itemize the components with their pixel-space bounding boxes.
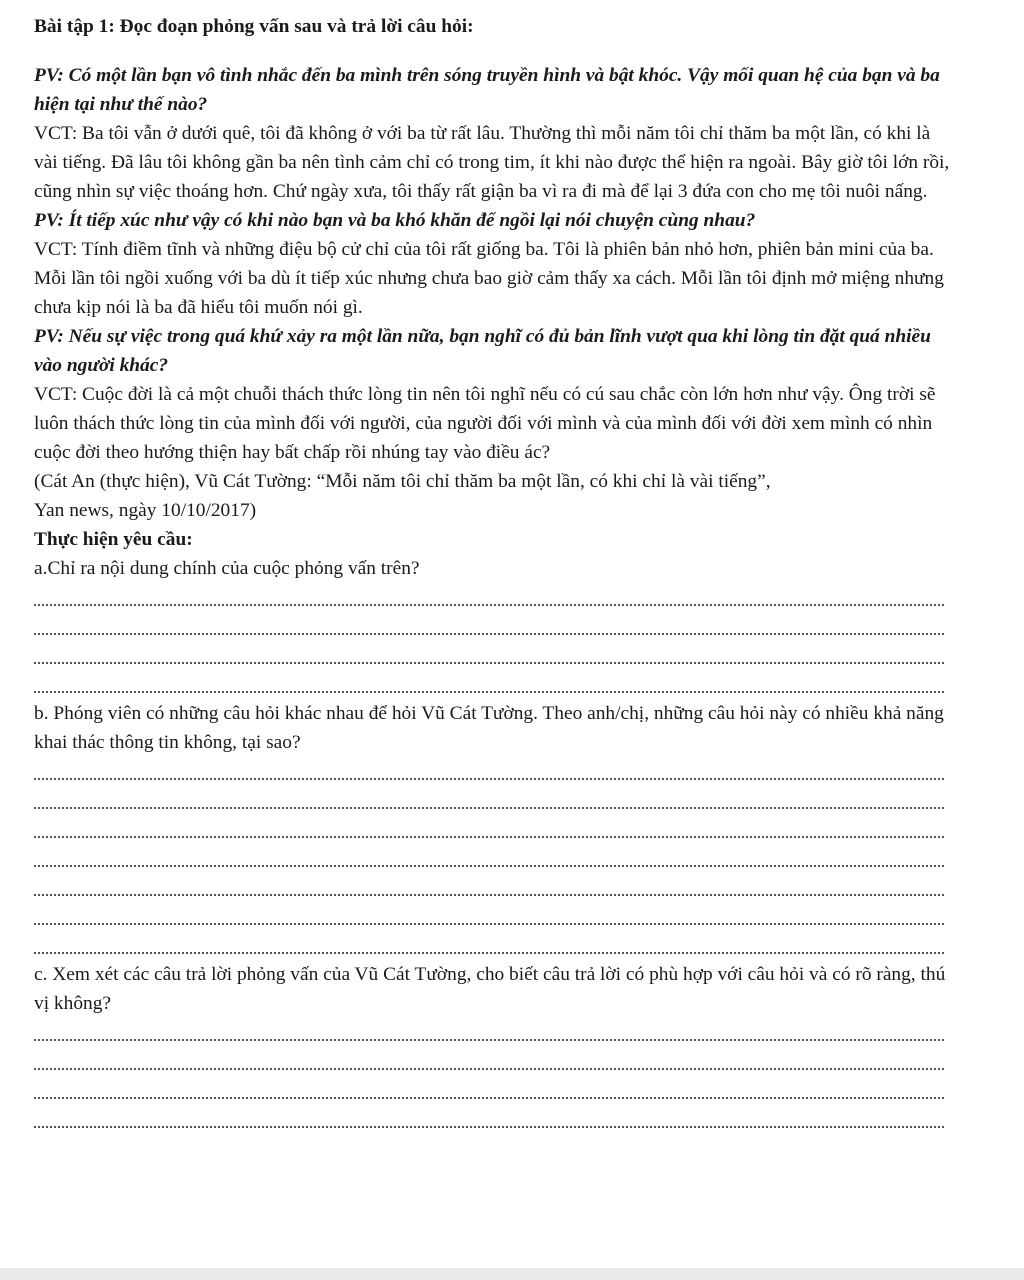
answer-line xyxy=(34,873,954,902)
question-c: c. Xem xét các câu trả lời phỏng vấn của Vũ Cát Tường, cho biết câu trả lời có phù hợp với câu hỏi và có rõ ràng, thú vị không? xyxy=(34,964,946,1014)
viewer-bottom-bar xyxy=(0,1268,1024,1280)
question-a: a.Chỉ ra nội dung chính của cuộc phỏng vấn trên? xyxy=(34,558,420,579)
answer-line xyxy=(34,1018,954,1047)
answer-line xyxy=(34,815,954,844)
answer-line xyxy=(34,757,954,786)
requirements-heading: Thực hiện yêu cầu: xyxy=(34,529,193,550)
answer-line xyxy=(34,612,954,641)
exercise-title: Bài tập 1: Đọc đoạn phỏng vấn sau và trả lời câu hỏi: xyxy=(34,16,474,37)
interview-question: PV: Nếu sự việc trong quá khứ xảy ra một lần nữa, bạn nghĩ có đủ bản lĩnh vượt qua khi lòng tin đặt quá nhiều vào người khác? xyxy=(34,326,931,376)
interview-answer: VCT: Cuộc đời là cả một chuỗi thách thức lòng tin nên tôi nghĩ nếu có cú sau chắc còn lớn hơn như vậy. Ông trời sẽ luôn thách thức lòng tin của mình đối với người, của người đối với mình và của mình đối với đời xem mình có nhìn cuộc đời theo hướng thiện hay bất chấp rồi nhúng tay vào điều ác? xyxy=(34,384,936,463)
source-citation-line2: Yan news, ngày 10/10/2017) xyxy=(34,500,257,521)
interview-question: PV: Có một lần bạn vô tình nhắc đến ba mình trên sóng truyền hình và bật khóc. Vậy mối quan hệ của bạn và ba hiện tại như thế nào? xyxy=(34,65,940,115)
interview-answer: VCT: Ba tôi vẫn ở dưới quê, tôi đã không ở với ba từ rất lâu. Thường thì mỗi năm tôi chỉ thăm ba một lần, có khi là vài tiếng. Đã lâu tôi không gần ba nên tình cảm chỉ có trong tim, ít khi nào được thể hiện ra ngoài. Bây giờ tôi lớn rồi, cũng nhìn sự việc thoáng hơn. Chứ ngày xưa, tôi thấy rất giận ba vì ra đi mà để lại 3 đứa con cho mẹ tôi nuôi nấng. xyxy=(34,123,950,202)
answer-line xyxy=(34,1076,954,1105)
answer-line xyxy=(34,583,954,612)
answer-line xyxy=(34,1047,954,1076)
interview-answer: VCT: Tính điềm tĩnh và những điệu bộ cử chỉ của tôi rất giống ba. Tôi là phiên bản nhỏ hơn, phiên bản mini của ba. Mỗi lần tôi ngồi xuống với ba dù ít tiếp xúc nhưng chưa bao giờ cảm thấy xa cách. Mỗi lần tôi định mở miệng nhưng chưa kịp nói là ba đã hiểu tôi muốn nói gì. xyxy=(34,239,944,318)
interview-question: PV: Ít tiếp xúc như vậy có khi nào bạn và ba khó khăn để ngồi lại nói chuyện cùng nhau? xyxy=(34,210,756,231)
source-citation-line1: (Cát An (thực hiện), Vũ Cát Tường: “Mỗi năm tôi chỉ thăm ba một lần, có khi chỉ là vài tiếng”, xyxy=(34,471,771,492)
answer-line xyxy=(34,844,954,873)
answer-line xyxy=(34,902,954,931)
answer-line xyxy=(34,1105,954,1134)
answer-line xyxy=(34,670,954,699)
answer-line xyxy=(34,931,954,960)
answer-line xyxy=(34,786,954,815)
answer-line xyxy=(34,641,954,670)
question-b: b. Phóng viên có những câu hỏi khác nhau để hỏi Vũ Cát Tường. Theo anh/chị, những câu hỏi này có nhiều khả năng khai thác thông tin không, tại sao? xyxy=(34,703,944,753)
document-content xyxy=(34,12,954,1134)
